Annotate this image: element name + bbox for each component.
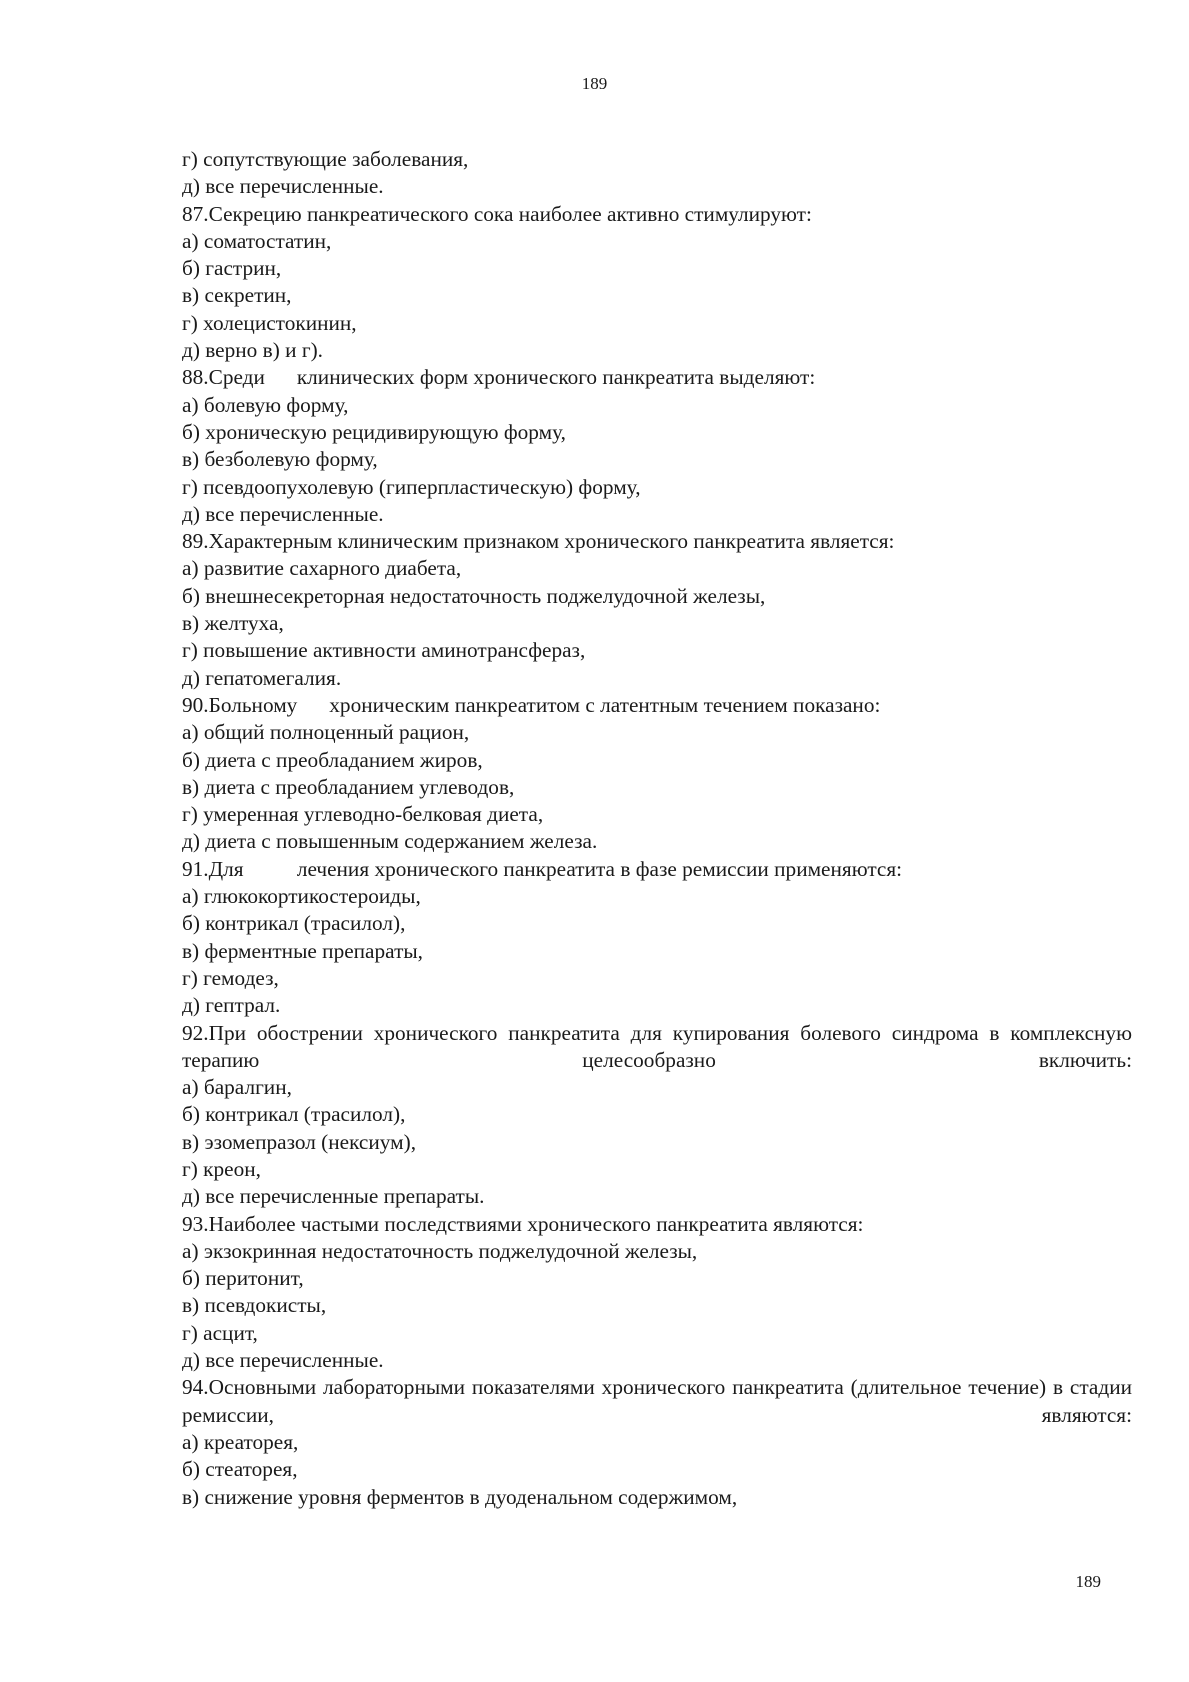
answer-option: в) безболевую форму, xyxy=(182,447,378,472)
answer-option: а) общий полноценный рацион, xyxy=(182,720,470,745)
question-92: 92.При обострении хронического панкреатита для купирования болевого синдрома в комплексную терапию целесообразно включить: xyxy=(182,1020,1132,1072)
answer-option: г) псевдоопухолевую (гиперпластическую) форму, xyxy=(182,474,641,499)
answer-option: в) снижение уровня ферментов в дуоденальном содержимом, xyxy=(182,1484,738,1509)
answer-option: б) внешнесекреторная недостаточность поджелудочной железы, xyxy=(182,583,766,608)
answer-option: а) соматостатин, xyxy=(182,228,332,253)
answer-option: б) стеаторея, xyxy=(182,1457,298,1482)
answer-option: а) болевую форму, xyxy=(182,392,349,417)
page-number-bottom: 189 xyxy=(1075,1572,1101,1591)
answer-option: б) диета с преобладанием жиров, xyxy=(182,747,483,772)
answer-option: б) хроническую рецидивирующую форму, xyxy=(182,419,566,444)
question-93: 93.Наиболее частыми последствиями хронического панкреатита являются: xyxy=(182,1211,864,1236)
page-number-top: 189 xyxy=(581,74,608,93)
answer-option: а) глюкокортикостероиды, xyxy=(182,884,421,909)
answer-option: д) гептрал. xyxy=(182,993,281,1018)
answer-option: в) секретин, xyxy=(182,283,292,308)
answer-option: д) верно в) и г). xyxy=(182,338,323,363)
answer-option: г) повышение активности аминотрансфераз, xyxy=(182,638,586,663)
answer-option: г) асцит, xyxy=(182,1320,258,1345)
answer-option: б) гастрин, xyxy=(182,256,282,281)
answer-option: а) креаторея, xyxy=(182,1429,299,1454)
question-89: 89.Характерным клиническим признаком хронического панкреатита является: xyxy=(182,529,895,554)
answer-option: в) желтуха, xyxy=(182,611,284,636)
answer-option: г) креон, xyxy=(182,1156,261,1181)
answer-option: д) гепатомегалия. xyxy=(182,665,342,690)
answer-option: а) развитие сахарного диабета, xyxy=(182,556,462,581)
answer-option: г) холецистокинин, xyxy=(182,310,357,335)
answer-option: д) все перечисленные. xyxy=(182,501,384,526)
document-body xyxy=(182,146,1132,1511)
answer-option: а) экзокринная недостаточность поджелудочной железы, xyxy=(182,1238,698,1263)
question-94: 94.Основными лабораторными показателями хронического панкреатита (длительное течение) в стадии ремиссии, являются: xyxy=(182,1375,1132,1427)
answer-option: г) сопутствующие заболевания, xyxy=(182,147,469,171)
answer-option: д) все перечисленные. xyxy=(182,1348,384,1373)
answer-option: б) контрикал (трасилол), xyxy=(182,911,406,936)
answer-option: в) эзомепразол (нексиум), xyxy=(182,1129,417,1154)
question-91: 91.Для лечения хронического панкреатита в фазе ремиссии применяются: xyxy=(182,856,903,881)
answer-option: а) баралгин, xyxy=(182,1075,292,1100)
question-87: 87.Секрецию панкреатического сока наиболее активно стимулируют: xyxy=(182,201,812,226)
answer-option: б) перитонит, xyxy=(182,1266,304,1291)
answer-option: в) псевдокисты, xyxy=(182,1293,327,1318)
answer-option: д) все перечисленные препараты. xyxy=(182,1184,485,1209)
question-90: 90.Больному хроническим панкреатитом с латентным течением показано: xyxy=(182,692,881,717)
answer-option: д) все перечисленные. xyxy=(182,174,384,199)
answer-option: д) диета с повышенным содержанием железа. xyxy=(182,829,598,854)
answer-option: г) умеренная углеводно-белковая диета, xyxy=(182,802,544,827)
answer-option: в) ферментные препараты, xyxy=(182,938,424,963)
question-88: 88.Среди клинических форм хронического панкреатита выделяют: xyxy=(182,365,816,390)
answer-option: б) контрикал (трасилол), xyxy=(182,1102,406,1127)
answer-option: в) диета с преобладанием углеводов, xyxy=(182,774,515,799)
answer-option: г) гемодез, xyxy=(182,965,279,990)
